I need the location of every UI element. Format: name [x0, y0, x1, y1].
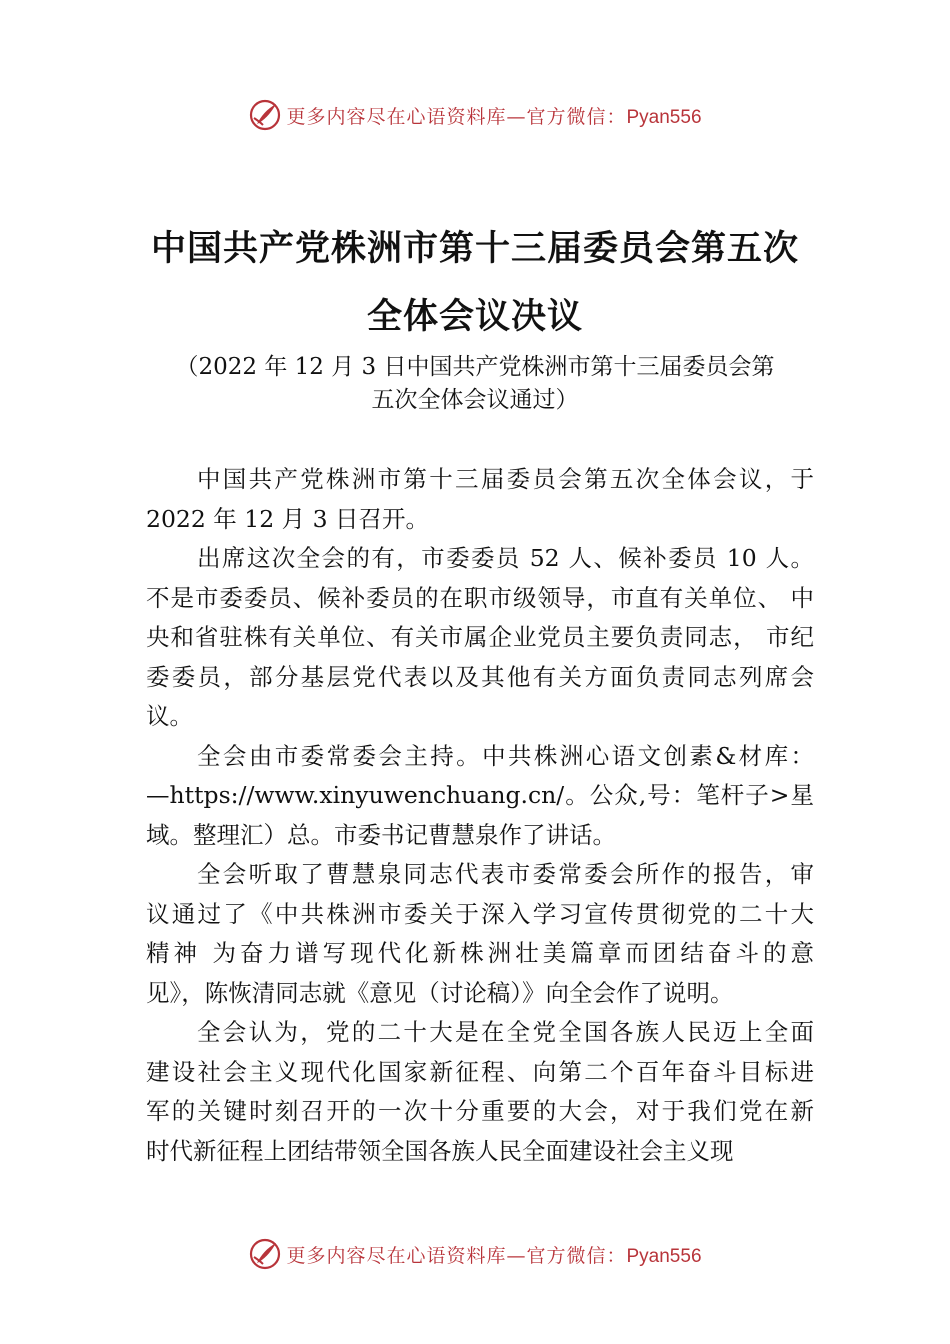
document-subtitle-line-1: （2022 年 12 月 3 日中国共产党株洲市第十三届委员会第 [175, 354, 775, 380]
paragraph-line: 委委员，部分基层党代表以及其他有关方面负责同志列席会 [146, 662, 814, 691]
paragraph-line: 全会听取了曹慧泉同志代表市委常委会所作的报告，审 [197, 860, 814, 888]
paragraph-line: —https://www.xinyuwenchuang.cn/。公众,号：笔杆子>星 [146, 781, 814, 809]
paragraph-line: 精神 为奋力谱写现代化新株洲壮美篇章而团结奋斗的意 [146, 939, 814, 967]
paragraph-line: 军的关键时刻召开的一次十分重要的大会，对于我们党在新 [146, 1097, 814, 1125]
paragraph-line: 全会由市委常委会主持。中共株洲心语文创素&材库： [197, 741, 814, 770]
paragraph-line: 2022 年 12 月 3 日召开。 [146, 504, 430, 533]
document-title-line-1: 中国共产党株洲市第十三届委员会第五次 [150, 228, 799, 269]
paragraph-line: 中国共产党株洲市第十三届委员会第五次全体会议，于 [197, 465, 814, 493]
document-body [146, 460, 814, 1171]
feather-circle-logo-icon [248, 1237, 282, 1271]
banner-text: 更多内容尽在心语资料库—官方微信：Pyan556 [286, 105, 702, 128]
paragraph-line: 不是市委委员、候补委员的在职市级领导，市直有关单位、 中 [146, 583, 814, 612]
footer-banner [0, 1234, 950, 1274]
paragraph-line: 域。整理汇）总。市委书记曹慧泉作了讲话。 [146, 820, 616, 849]
banner-wechat-id: Pyan556 [626, 106, 702, 128]
paragraph-line: 出席这次全会的有，市委委员 52 人、候补委员 10 人。 [197, 544, 814, 572]
paragraph-line: 时代新征程上团结带领全国各族人民全面建设社会主义现 [146, 1136, 734, 1165]
paragraph-line: 建设社会主义现代化国家新征程、向第二个百年奋斗目标进 [146, 1057, 814, 1086]
banner-wechat-id: Pyan556 [626, 1245, 702, 1267]
feather-circle-logo-icon [248, 98, 282, 132]
paragraph-line: 议。 [146, 702, 193, 730]
paragraph-line: 全会认为，党的二十大是在全党全国各族人民迈上全面 [197, 1018, 814, 1046]
paragraph-line: 央和省驻株有关单位、有关市属企业党员主要负责同志， 市纪 [146, 623, 814, 651]
document-subtitle-line-2: 五次全体会议通过） [371, 387, 579, 413]
paragraph-line: 见》，陈恢清同志就《意见（讨论稿）》向全会作了说明。 [146, 978, 734, 1007]
banner-text: 更多内容尽在心语资料库—官方微信：Pyan556 [286, 1244, 702, 1267]
document-title-line-2: 全体会议决议 [366, 296, 583, 337]
header-banner [0, 95, 950, 135]
paragraph-line: 议通过了《中共株洲市委关于深入学习宣传贯彻党的二十大 [146, 899, 814, 928]
